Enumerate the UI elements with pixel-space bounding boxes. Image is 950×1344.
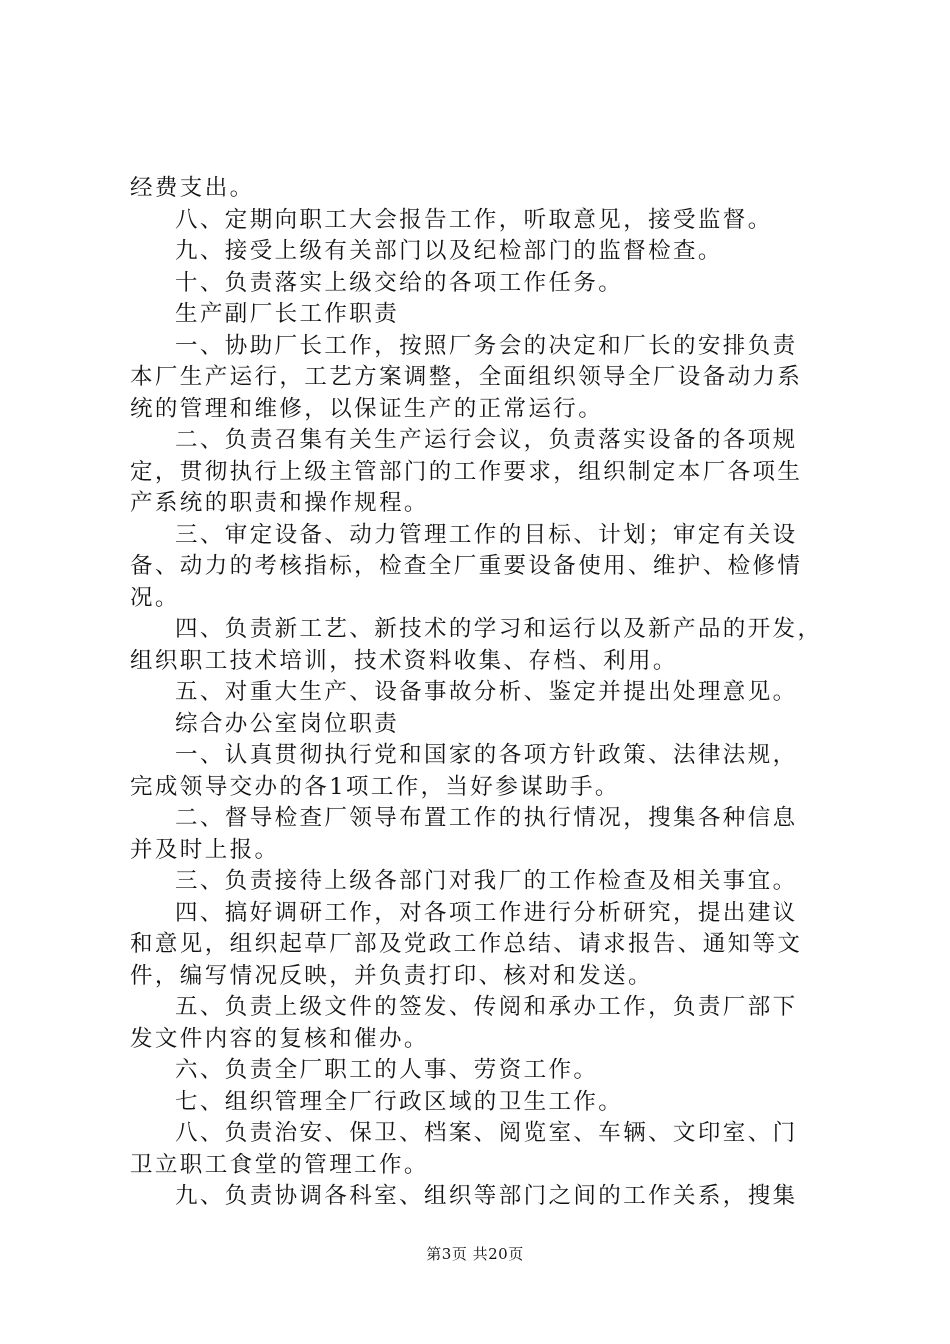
text-line: 卫立职工食堂的管理工作。: [130, 1151, 429, 1178]
text-line: 生产副厂长工作职责: [175, 301, 400, 327]
text-line: 四、负责新工艺、新技术的学习和运行以及新产品的开发，: [175, 616, 823, 642]
text-line: 六、负责全厂职工的人事、劳资工作。: [175, 1057, 599, 1083]
text-line: 九、接受上级有关部门以及纪检部门的监督检查。: [175, 238, 723, 264]
text-line: 二、负责召集有关生产运行会议，负责落实设备的各项规: [175, 427, 798, 453]
page-footer: 第3页 共20页: [426, 1245, 524, 1263]
text-line: 五、对重大生产、设备事故分析、鉴定并提出处理意见。: [175, 679, 798, 705]
text-line: 七、组织管理全厂行政区域的卫生工作。: [175, 1088, 624, 1115]
text-line: 十、负责落实上级交给的各项工作任务。: [175, 269, 624, 296]
text-line: 一、认真贯彻执行党和国家的各项方针政策、法律法规，: [175, 742, 798, 768]
text-line: 一、协助厂长工作，按照厂务会的决定和厂长的安排负责: [175, 332, 798, 359]
text-line: 九、负责协调各科室、组织等部门之间的工作关系，搜集: [175, 1183, 798, 1209]
text-line: 定，贯彻执行上级主管部门的工作要求，组织制定本厂各项生: [130, 458, 803, 485]
text-line: 四、搞好调研工作，对各项工作进行分析研究，提出建议: [175, 899, 798, 926]
text-line: 和意见，组织起草厂部及党政工作总结、请求报告、通知等文: [130, 931, 803, 957]
text-line: 况。: [130, 584, 180, 611]
text-line: 产系统的职责和操作规程。: [130, 490, 429, 516]
text-line: 八、定期向职工大会报告工作，听取意见，接受监督。: [175, 206, 773, 233]
text-line: 二、督导检查厂领导布置工作的执行情况，搜集各种信息: [175, 805, 798, 831]
text-line: 三、负责接待上级各部门对我厂的工作检查及相关事宜。: [175, 868, 798, 894]
text-line: 三、审定设备、动力管理工作的目标、计划；审定有关设: [175, 521, 798, 548]
text-line: 并及时上报。: [130, 836, 280, 863]
document-body: [130, 173, 832, 1213]
text-line: 五、负责上级文件的签发、传阅和承办工作，负责厂部下: [175, 994, 798, 1020]
text-line: 综合办公室岗位职责: [175, 710, 400, 737]
text-line: 备、动力的考核指标，检查全厂重要设备使用、维护、检修情: [130, 553, 803, 579]
text-line: 八、负责治安、保卫、档案、阅览室、车辆、文印室、门: [175, 1120, 798, 1146]
text-line: 统的管理和维修，以保证生产的正常运行。: [130, 395, 604, 422]
text-line: 完成领导交办的各1项工作，当好参谋助手。: [130, 773, 620, 800]
text-line: 发文件内容的复核和催办。: [130, 1025, 429, 1052]
text-line: 组织职工技术培训，技术资料收集、存档、利用。: [130, 647, 678, 674]
text-line: 本厂生产运行，工艺方案调整，全面组织领导全厂设备动力系: [130, 364, 803, 390]
text-line: 经费支出。: [130, 175, 255, 201]
text-line: 件，编写情况反映，并负责打印、核对和发送。: [130, 962, 653, 989]
